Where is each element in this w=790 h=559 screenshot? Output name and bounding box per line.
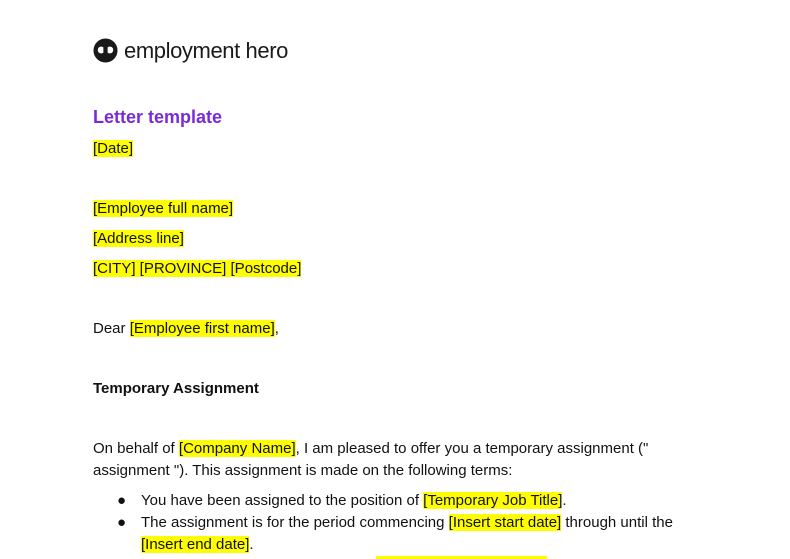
employee-first-name-placeholder: [Employee first name] [129, 320, 275, 337]
company-name-placeholder: [Company Name] [178, 440, 296, 457]
bullet-text: You have been assigned to the position of [141, 492, 424, 509]
start-date-placeholder: [Insert start date] [448, 514, 562, 531]
brand-logo [93, 38, 288, 63]
list-item [93, 490, 673, 512]
bullet-marker: ● [117, 492, 127, 509]
salutation-prefix: Dear [93, 320, 130, 337]
end-date-placeholder: [Insert end date] [141, 536, 250, 553]
subject-heading: Temporary Assignment [93, 380, 259, 397]
employment-hero-logo-icon [93, 38, 118, 63]
address-line-placeholder: [Address line] [93, 230, 184, 247]
bullet-middle-text: through until the [561, 514, 673, 531]
city-province-postcode-placeholder: [CITY] [PROVINCE] [Postcode] [93, 260, 302, 277]
bullet-marker: ● [117, 514, 127, 531]
intro-prefix: On behalf of [93, 440, 179, 457]
intro-paragraph [93, 438, 673, 482]
employee-full-name-line [93, 199, 233, 219]
bullet-suffix: . [562, 492, 567, 509]
bullet-suffix: . [249, 536, 254, 553]
date-placeholder: [Date] [93, 140, 134, 157]
terms-list [93, 490, 673, 556]
city-line [93, 259, 301, 279]
address-line [93, 229, 184, 249]
salutation [93, 319, 279, 339]
list-item [93, 512, 673, 556]
salutation-suffix: , [274, 320, 279, 337]
employee-full-name-placeholder: [Employee full name] [93, 200, 234, 217]
bullet-text: The assignment is for the period commencing [141, 514, 449, 531]
date-line [93, 139, 133, 159]
brand-name: employment hero [124, 37, 288, 63]
temporary-job-title-placeholder: [Temporary Job Title] [423, 492, 563, 509]
intro-suffix: , I am pleased to offer you a temporary assignment (" assignment "). This assignment is made on the following terms: [93, 440, 649, 479]
document-title: Letter template [93, 107, 223, 127]
